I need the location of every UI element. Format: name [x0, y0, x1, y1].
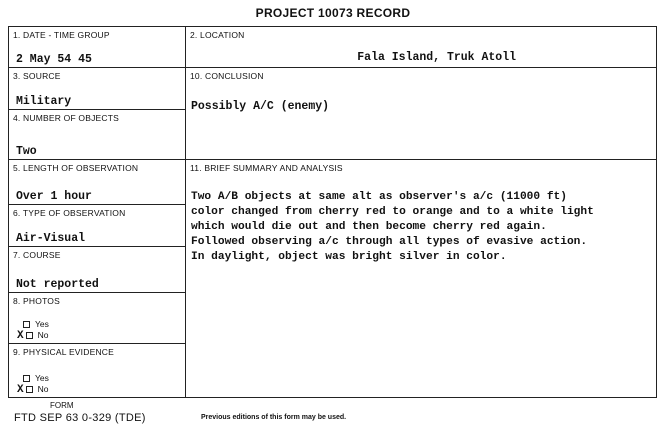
course-cell — [9, 247, 185, 293]
location-cell — [186, 27, 656, 68]
physical-evidence-label: 9. PHYSICAL EVIDENCE — [13, 347, 114, 357]
physical-evidence-cell — [9, 344, 185, 399]
photos-label: 8. PHOTOS — [13, 296, 60, 306]
physical-evidence-yes-option — [23, 373, 49, 383]
conclusion-label: 10. CONCLUSION — [190, 71, 264, 81]
photos-no-mark: X — [17, 330, 24, 342]
date-time-label: 1. DATE - TIME GROUP — [13, 30, 110, 40]
number-of-objects-label: 4. NUMBER OF OBJECTS — [13, 113, 120, 123]
conclusion-cell — [186, 68, 656, 160]
previous-editions-note: Previous editions of this form may be used. — [201, 414, 347, 421]
date-time-cell — [9, 27, 185, 68]
photos-no-checkbox — [26, 332, 33, 339]
date-time-value: 2 May 54 45 — [16, 53, 92, 66]
photos-cell — [9, 293, 185, 344]
summary-text — [191, 190, 646, 265]
location-value: Fala Island, Truk Atoll — [357, 51, 516, 64]
source-label: 3. SOURCE — [13, 71, 61, 81]
physical-evidence-no-text: No — [37, 384, 49, 394]
course-value: Not reported — [16, 278, 99, 291]
physical-evidence-yes-text: Yes — [35, 373, 49, 383]
length-of-observation-value: Over 1 hour — [16, 190, 92, 203]
photos-yes-option — [23, 319, 49, 329]
length-of-observation-label: 5. LENGTH OF OBSERVATION — [13, 163, 139, 173]
photos-no-text: No — [37, 330, 49, 340]
number-of-objects-cell — [9, 110, 185, 160]
conclusion-value: Possibly A/C (enemy) — [191, 100, 330, 113]
physical-evidence-no-mark: X — [17, 384, 24, 396]
summary-line: Followed observing a/c through all types of evasive action. — [191, 236, 588, 248]
type-of-observation-cell — [9, 205, 185, 247]
course-label: 7. COURSE — [13, 250, 61, 260]
summary-cell — [186, 160, 656, 397]
record-form — [8, 26, 657, 398]
summary-label: 11. BRIEF SUMMARY AND ANALYSIS — [190, 163, 343, 173]
photos-yes-text: Yes — [35, 319, 49, 329]
photos-no-option — [17, 330, 48, 342]
form-code: FTD SEP 63 0-329 (TDE) — [14, 412, 146, 424]
photos-yes-checkbox — [23, 321, 30, 328]
location-label: 2. LOCATION — [190, 30, 245, 40]
physical-evidence-yes-checkbox — [23, 375, 30, 382]
form-word: FORM — [50, 401, 74, 410]
record-title: PROJECT 10073 RECORD — [255, 6, 411, 20]
summary-line: In daylight, object was bright silver in color. — [191, 251, 507, 263]
physical-evidence-no-checkbox — [26, 386, 33, 393]
source-value: Military — [16, 95, 72, 108]
type-of-observation-value: Air-Visual — [16, 232, 86, 245]
source-cell — [9, 68, 185, 110]
length-of-observation-cell — [9, 160, 185, 205]
summary-line: Two A/B objects at same alt as observer's a/c (11000 ft) — [191, 191, 567, 203]
summary-line: color changed from cherry red to orange and to a white light — [191, 206, 594, 218]
left-column — [9, 27, 186, 397]
physical-evidence-no-option — [17, 384, 48, 396]
right-column — [186, 27, 656, 397]
type-of-observation-label: 6. TYPE OF OBSERVATION — [13, 208, 126, 218]
summary-line: which would die out and then become cherry red again. — [191, 221, 547, 233]
number-of-objects-value: Two — [16, 145, 37, 158]
